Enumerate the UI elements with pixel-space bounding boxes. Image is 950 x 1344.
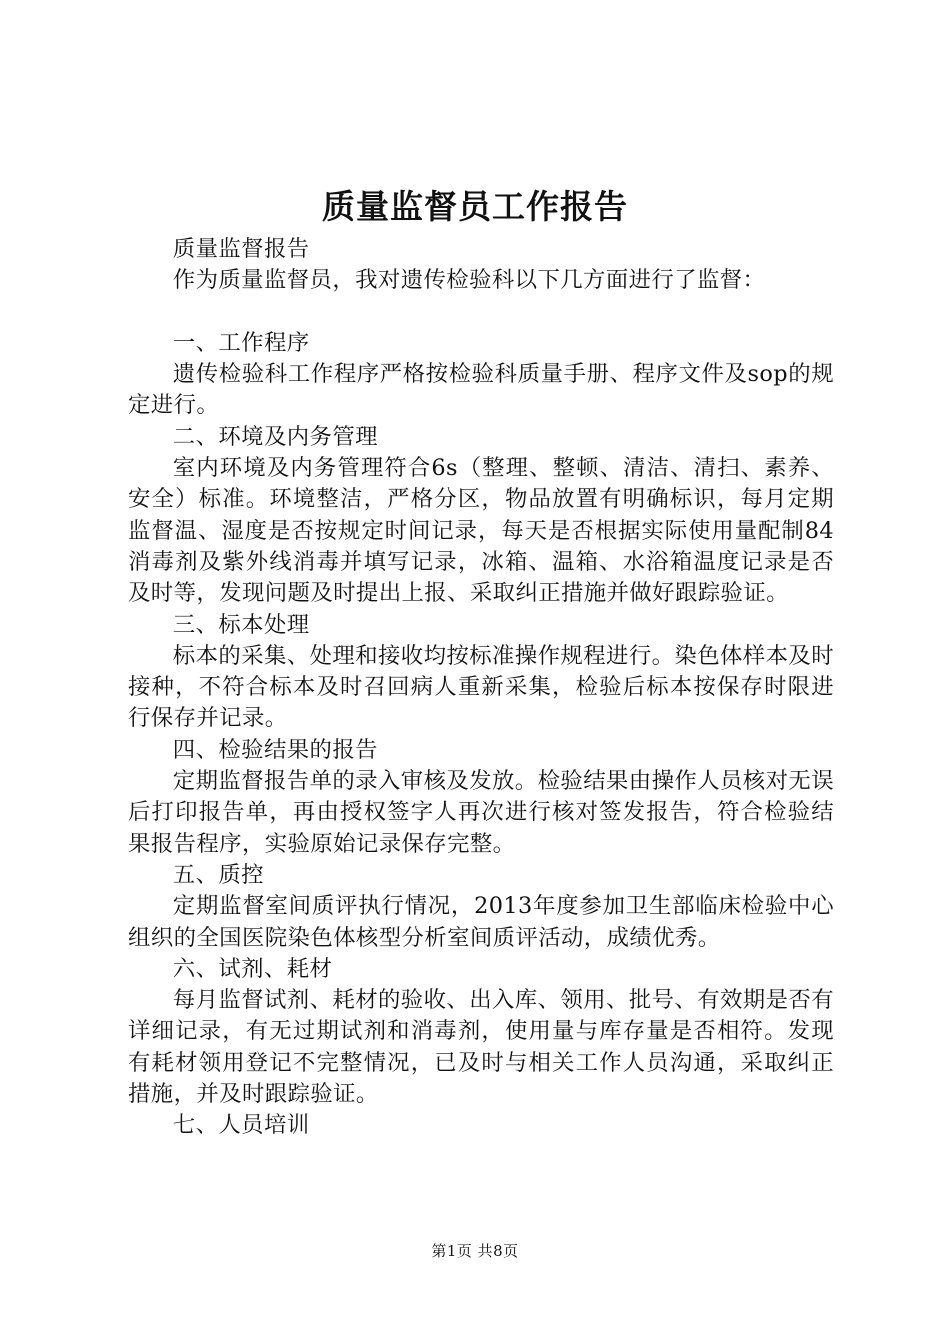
section-paragraph: 每月监督试剂、耗材的验收、出入库、领用、批号、有效期是否有详细记录，有无过期试剂和消毒剂，使用量与库存量是否相符。发现有耗材领用登记不完整情况，已及时与相关工作人员沟通，采取纠正措施，并及时跟踪验证。: [128, 987, 834, 1108]
document-title: 质量监督员工作报告: [322, 187, 628, 226]
section-heading: 五、质控: [172, 861, 264, 888]
section-paragraph: 定期监督报告单的录入审核及发放。检验结果由操作人员核对无误后打印报告单，再由授权签字人再次进行核对签发报告，符合检验结果报告程序，实验原始记录保存完整。: [128, 768, 834, 857]
paragraph-subtitle: 质量监督报告: [172, 236, 310, 262]
paragraph-intro: 作为质量监督员，我对遗传检验科以下几方面进行了监督：: [172, 267, 766, 294]
section-heading: 二、环境及内务管理: [172, 423, 378, 450]
blank-line: [128, 297, 834, 328]
section-heading: 三、标本处理: [172, 611, 310, 638]
page-footer: 第1页 共8页: [431, 1242, 519, 1260]
section-heading: 四、检验结果的报告: [172, 736, 378, 763]
section-heading: 六、试剂、耗材: [172, 955, 333, 982]
document-body: [128, 234, 834, 1142]
section-paragraph: 标本的采集、处理和接收均按标准操作规程进行。染色体样本及时接种，不符合标本及时召回病人重新采集，检验后标本按保存时限进行保存并记录。: [128, 642, 834, 732]
section-paragraph: 遗传检验科工作程序严格按检验科质量手册、程序文件及sop的规定进行。: [128, 361, 834, 419]
section-heading: 一、工作程序: [172, 329, 310, 356]
section-paragraph: 定期监督室间质评执行情况，2013年度参加卫生部临床检验中心组织的全国医院染色体核型分析室间质评活动，成绩优秀。: [128, 893, 834, 951]
section-paragraph: 室内环境及内务管理符合6s（整理、整顿、清洁、清扫、素养、安全）标准。环境整洁，严格分区，物品放置有明确标识，每月定期监督温、湿度是否按规定时间记录，每天是否根据实际使用量配制84消毒剂及紫外线消毒并填写记录，冰箱、温箱、水浴箱温度记录是否及时等，发现问题及时提出上报、采取纠正措施并做好跟踪验证。: [128, 455, 834, 607]
section-heading: 七、人员培训: [172, 1112, 310, 1139]
